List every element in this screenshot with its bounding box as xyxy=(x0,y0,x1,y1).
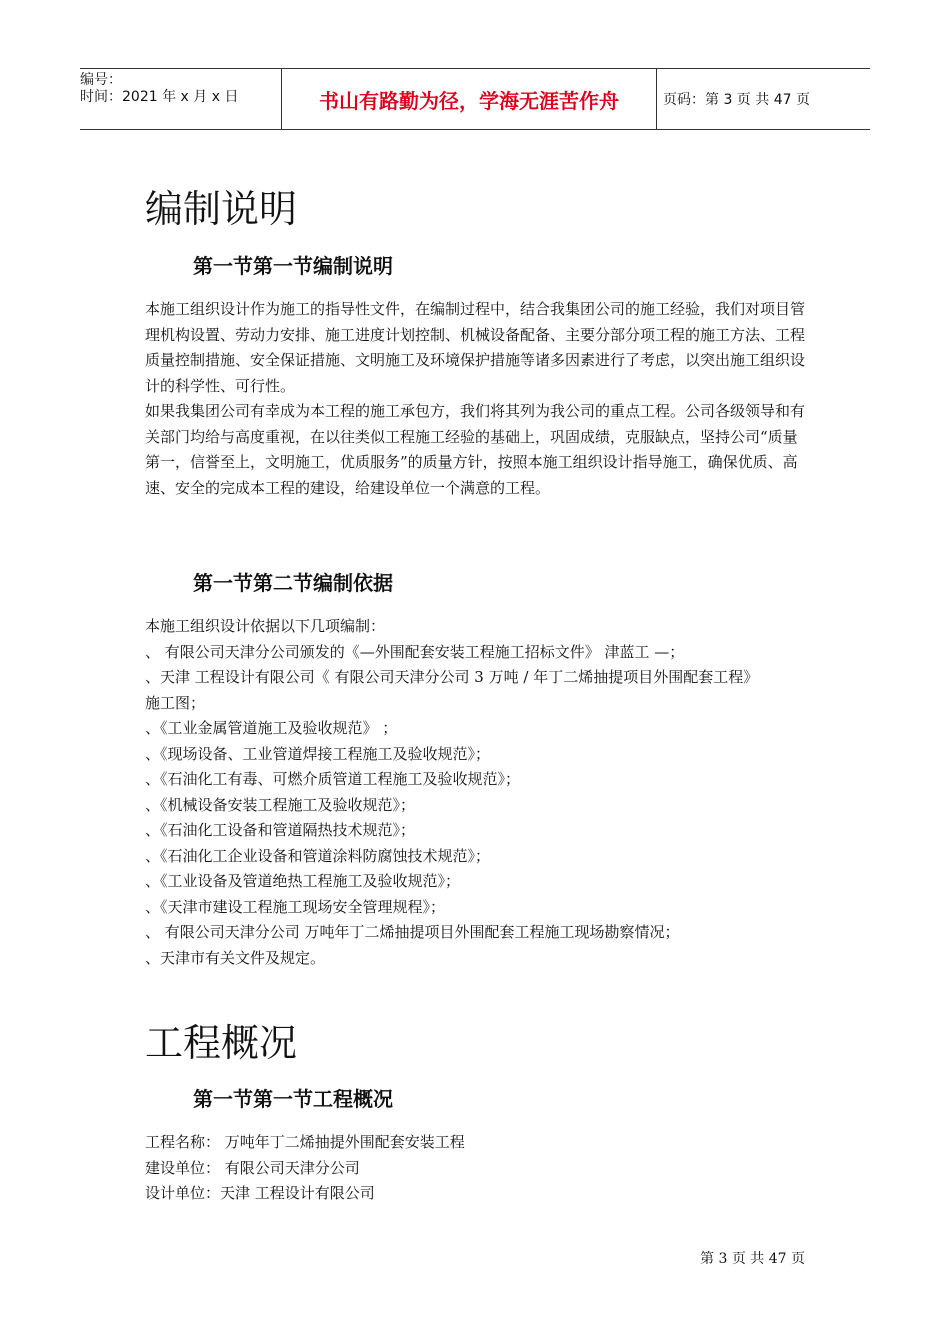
list-item: 、《石油化工企业设备和管道涂料防腐蚀技术规范》； xyxy=(145,846,491,865)
list-item: 施工图； xyxy=(145,693,206,712)
list-item: 本施工组织设计依据以下几项编制： xyxy=(145,617,386,635)
list-item: 、 有限公司天津分公司颁发的《—外围配套安装工程施工招标文件》 津蓝工 —； xyxy=(145,642,685,661)
list-item: 、《机械设备安装工程施工及验收规范》； xyxy=(145,795,416,814)
list-item: 、《工业设备及管道绝热工程施工及验收规范》； xyxy=(145,872,461,890)
subsection-title-basis: 第一节第二节编制依据 xyxy=(193,571,393,595)
section-title-compilation: 编制说明 xyxy=(145,187,298,231)
list-item: 、 有限公司天津分公司 万吨年丁二烯抽提项目外围配套工程施工现场勘察情况； xyxy=(145,923,680,941)
header-page-label: 页码：第 3 页 共 47 页 xyxy=(663,92,810,108)
list-item: 、《石油化工有毒、可燃介质管道工程施工及验收规范》； xyxy=(145,770,521,788)
list-item: 、天津市有关文件及规定。 xyxy=(145,948,326,967)
header-motto: 书山有路勤为径，学海无涯苦作舟 xyxy=(319,88,619,113)
overview-list xyxy=(145,1130,810,1207)
section-title-overview: 工程概况 xyxy=(145,1021,298,1065)
list-item: 、天津 工程设计有限公司《 有限公司天津分公司 3 万吨 / 年丁二烯抽提项目外围配套工程》 xyxy=(145,668,759,686)
list-item: 、《现场设备、工业管道焊接工程施工及验收规范》； xyxy=(145,744,491,763)
paragraph: 第一，信誉至上，文明施工，优质服务”的质量方针，按照本施工组织设计指导施工，确保优质、高速、安全的完成本工程的建设，给建设单位一个满意的工程。 xyxy=(145,453,798,497)
subsection-title-overview: 第一节第一节工程概况 xyxy=(193,1087,393,1111)
paragraph: 本施工组织设计作为施工的指导性文件，在编制过程中，结合我集团公司的施工经验，我们对项目管理机构设置、劳动力安排、施工进度计划控制、机械设备配备、主要分部分项工程的施工方法、工程质量控制措施、安全保证措施、文明施工及环境保护措施等诸多因素进行了考虑，以突出施工组织设计的科学性、可行性。 xyxy=(145,300,806,395)
header-motto-cell xyxy=(281,69,657,129)
subsection-title-compilation: 第一节第一节编制说明 xyxy=(193,254,393,278)
page-header xyxy=(80,68,870,130)
header-info xyxy=(80,69,280,132)
list-item: 、《石油化工设备和管道隔热技术规范》； xyxy=(145,821,416,839)
basis-list xyxy=(145,614,810,971)
client-line: 建设单位： 有限公司天津分公司 xyxy=(145,1158,360,1177)
compilation-text xyxy=(145,297,810,501)
list-item: 、《天津市建设工程施工现场安全管理规程》； xyxy=(145,897,446,916)
list-item: 、《工业金属管道施工及验收规范》 ； xyxy=(145,719,398,737)
header-page-cell xyxy=(663,69,870,129)
paragraph: 如果我集团公司有幸成为本工程的施工承包方，我们将其列为我公司的重点工程。公司各级领导和有关部门均给与高度重视，在以往类似工程施工经验的基础上，巩固成绩，克服缺点，坚持公司“质量 xyxy=(145,402,806,446)
project-name-line: 工程名称： 万吨年丁二烯抽提外围配套安装工程 xyxy=(145,1133,465,1151)
designer-line: 设计单位：天津 工程设计有限公司 xyxy=(145,1184,375,1202)
page-footer: 第 3 页 共 47 页 xyxy=(700,1251,805,1267)
header-time-label: 时间：2021 年 x 月 x 日 xyxy=(80,89,239,105)
header-number-label: 编号： xyxy=(80,72,122,88)
